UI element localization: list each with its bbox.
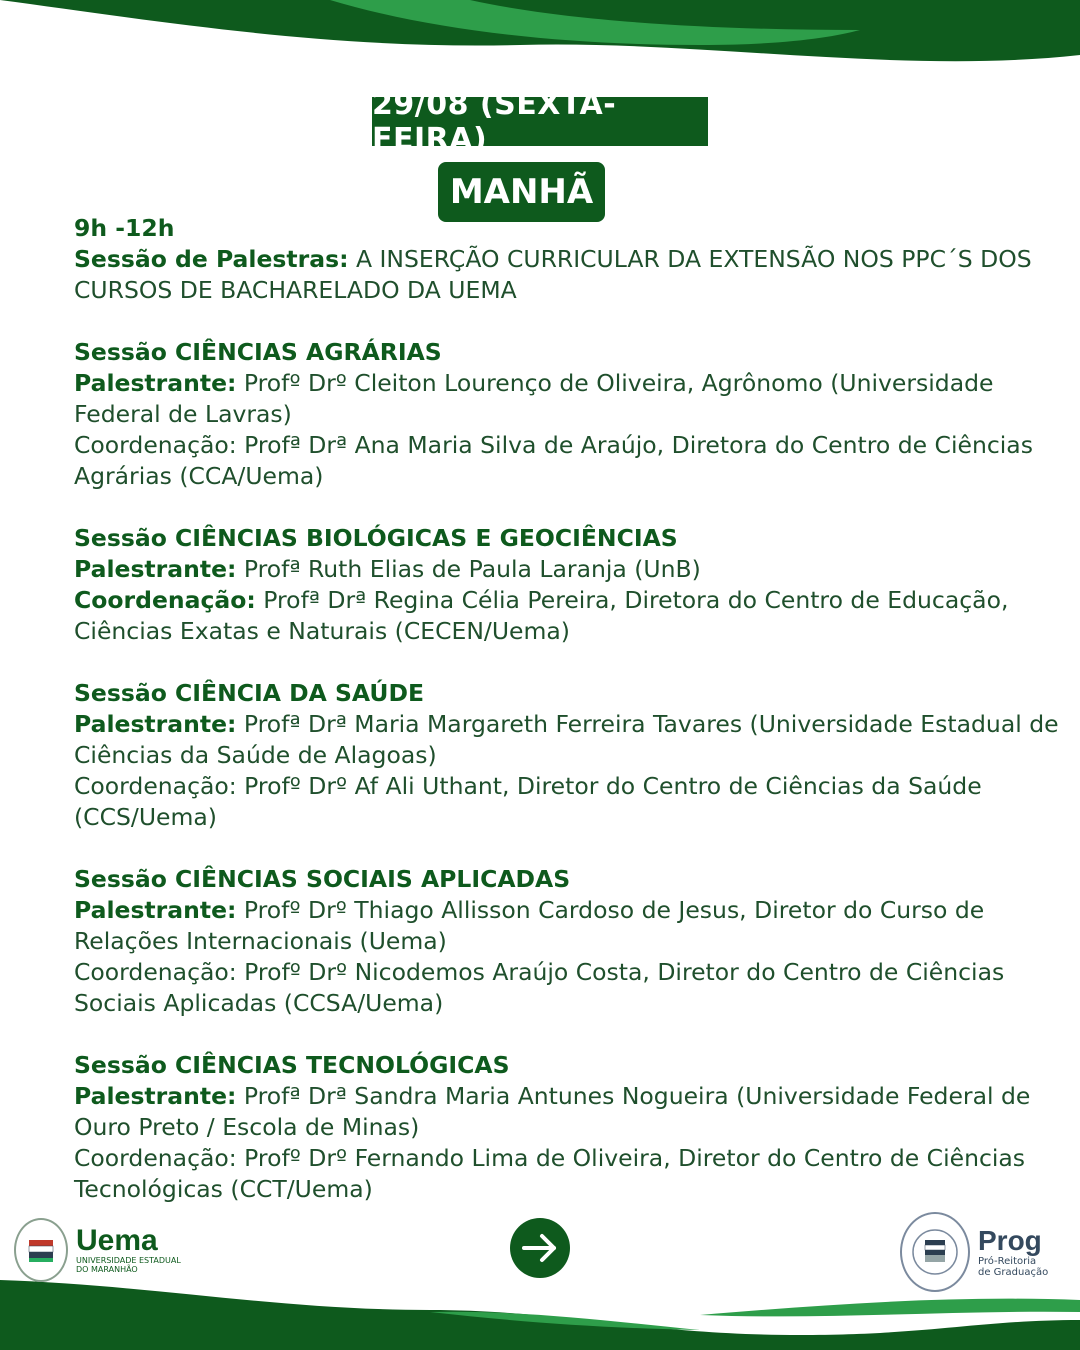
speaker-label: Palestrante:: [74, 896, 237, 924]
speaker-text: Profº Drº Thiago Allisson Cardoso de Jesus, Diretor do Curso de Relações Internacionais (Uema): [74, 896, 985, 955]
speaker-text: Profª Drª Maria Margareth Ferreira Tavares (Universidade Estadual de Ciências da Saúde de Alagoas): [74, 710, 1059, 769]
session-speaker: [74, 1081, 1064, 1143]
schedule-content: [74, 213, 1064, 1205]
session-title: Sessão CIÊNCIAS BIOLÓGICAS E GEOCIÊNCIAS: [74, 524, 678, 552]
prog-subtitle-2: de Graduação: [978, 1267, 1049, 1278]
speaker-text: Profº Drº Cleiton Lourenço de Oliveira, Agrônomo (Universidade Federal de Lavras): [74, 369, 994, 428]
lecture-session: [74, 244, 1064, 306]
session-coordination: Coordenação: Profº Drº Nicodemos Araújo Costa, Diretor do Centro de Ciências Sociais Aplicadas (CCSA/Uema): [74, 958, 1005, 1017]
date-badge: 29/08 (SEXTA-FEIRA): [372, 97, 708, 146]
prog-logo: [900, 1212, 1048, 1292]
top-wave-decoration: [0, 0, 1080, 90]
session-coordination: Coordenação: Profº Drº Af Ali Uthant, Diretor do Centro de Ciências da Saúde (CCS/Uema): [74, 772, 982, 831]
uema-subtitle-2: DO MARANHÃO: [76, 1265, 138, 1274]
lecture-label: Sessão de Palestras:: [74, 245, 349, 273]
session-block: [74, 1050, 1064, 1205]
speaker-label: Palestrante:: [74, 555, 237, 583]
session-speaker: [74, 895, 1064, 957]
session-title: Sessão CIÊNCIAS TECNOLÓGICAS: [74, 1051, 510, 1079]
speaker-text: Profª Drª Sandra Maria Antunes Nogueira (Universidade Federal de Ouro Preto / Escola de Minas): [74, 1082, 1031, 1141]
session-block: [74, 864, 1064, 1019]
session-coordination: Coordenação: Profª Drª Ana Maria Silva de Araújo, Diretora do Centro de Ciências Agrárias (CCA/Uema): [74, 431, 1033, 490]
next-arrow-button[interactable]: [510, 1218, 570, 1278]
session-title: Sessão CIÊNCIAS AGRÁRIAS: [74, 338, 442, 366]
uema-logo: [14, 1218, 181, 1282]
session-title: Sessão CIÊNCIA DA SAÚDE: [74, 679, 424, 707]
session-block: [74, 523, 1064, 647]
session-block: [74, 337, 1064, 492]
uema-name: Uema: [76, 1224, 158, 1257]
lecture-text: A INSERÇÃO CURRICULAR DA EXTENSÃO NOS PPC´S DOS CURSOS DE BACHARELADO DA UEMA: [74, 245, 1032, 304]
speaker-label: Palestrante:: [74, 710, 237, 738]
session-coordination: Coordenação: Profº Drº Fernando Lima de Oliveira, Diretor do Centro de Ciências Tecnológicas (CCT/Uema): [74, 1144, 1026, 1203]
session-speaker: [74, 709, 1064, 771]
session-block: [74, 678, 1064, 833]
speaker-label: Palestrante:: [74, 1082, 237, 1110]
university-seal-icon: [900, 1212, 970, 1292]
time-range: 9h -12h: [74, 214, 175, 242]
uema-subtitle-1: UNIVERSIDADE ESTADUAL: [76, 1256, 181, 1265]
prog-name: Prog: [978, 1225, 1042, 1256]
prog-subtitle-1: Pró-Reitoria: [978, 1256, 1037, 1267]
session-title: Sessão CIÊNCIAS SOCIAIS APLICADAS: [74, 865, 571, 893]
period-badge: MANHÃ: [438, 162, 605, 222]
session-coordination: [74, 585, 1064, 647]
uema-seal-icon: [14, 1218, 68, 1282]
arrow-right-icon: [520, 1228, 560, 1268]
session-speaker: [74, 368, 1064, 430]
speaker-text: Profª Ruth Elias de Paula Laranja (UnB): [236, 555, 701, 583]
speaker-label: Palestrante:: [74, 369, 237, 397]
session-speaker: [74, 554, 1064, 585]
coordination-text: Profª Drª Regina Célia Pereira, Diretora do Centro de Educação, Ciências Exatas e Naturais (CECEN/Uema): [74, 586, 1009, 645]
coordination-label: Coordenação:: [74, 586, 256, 614]
